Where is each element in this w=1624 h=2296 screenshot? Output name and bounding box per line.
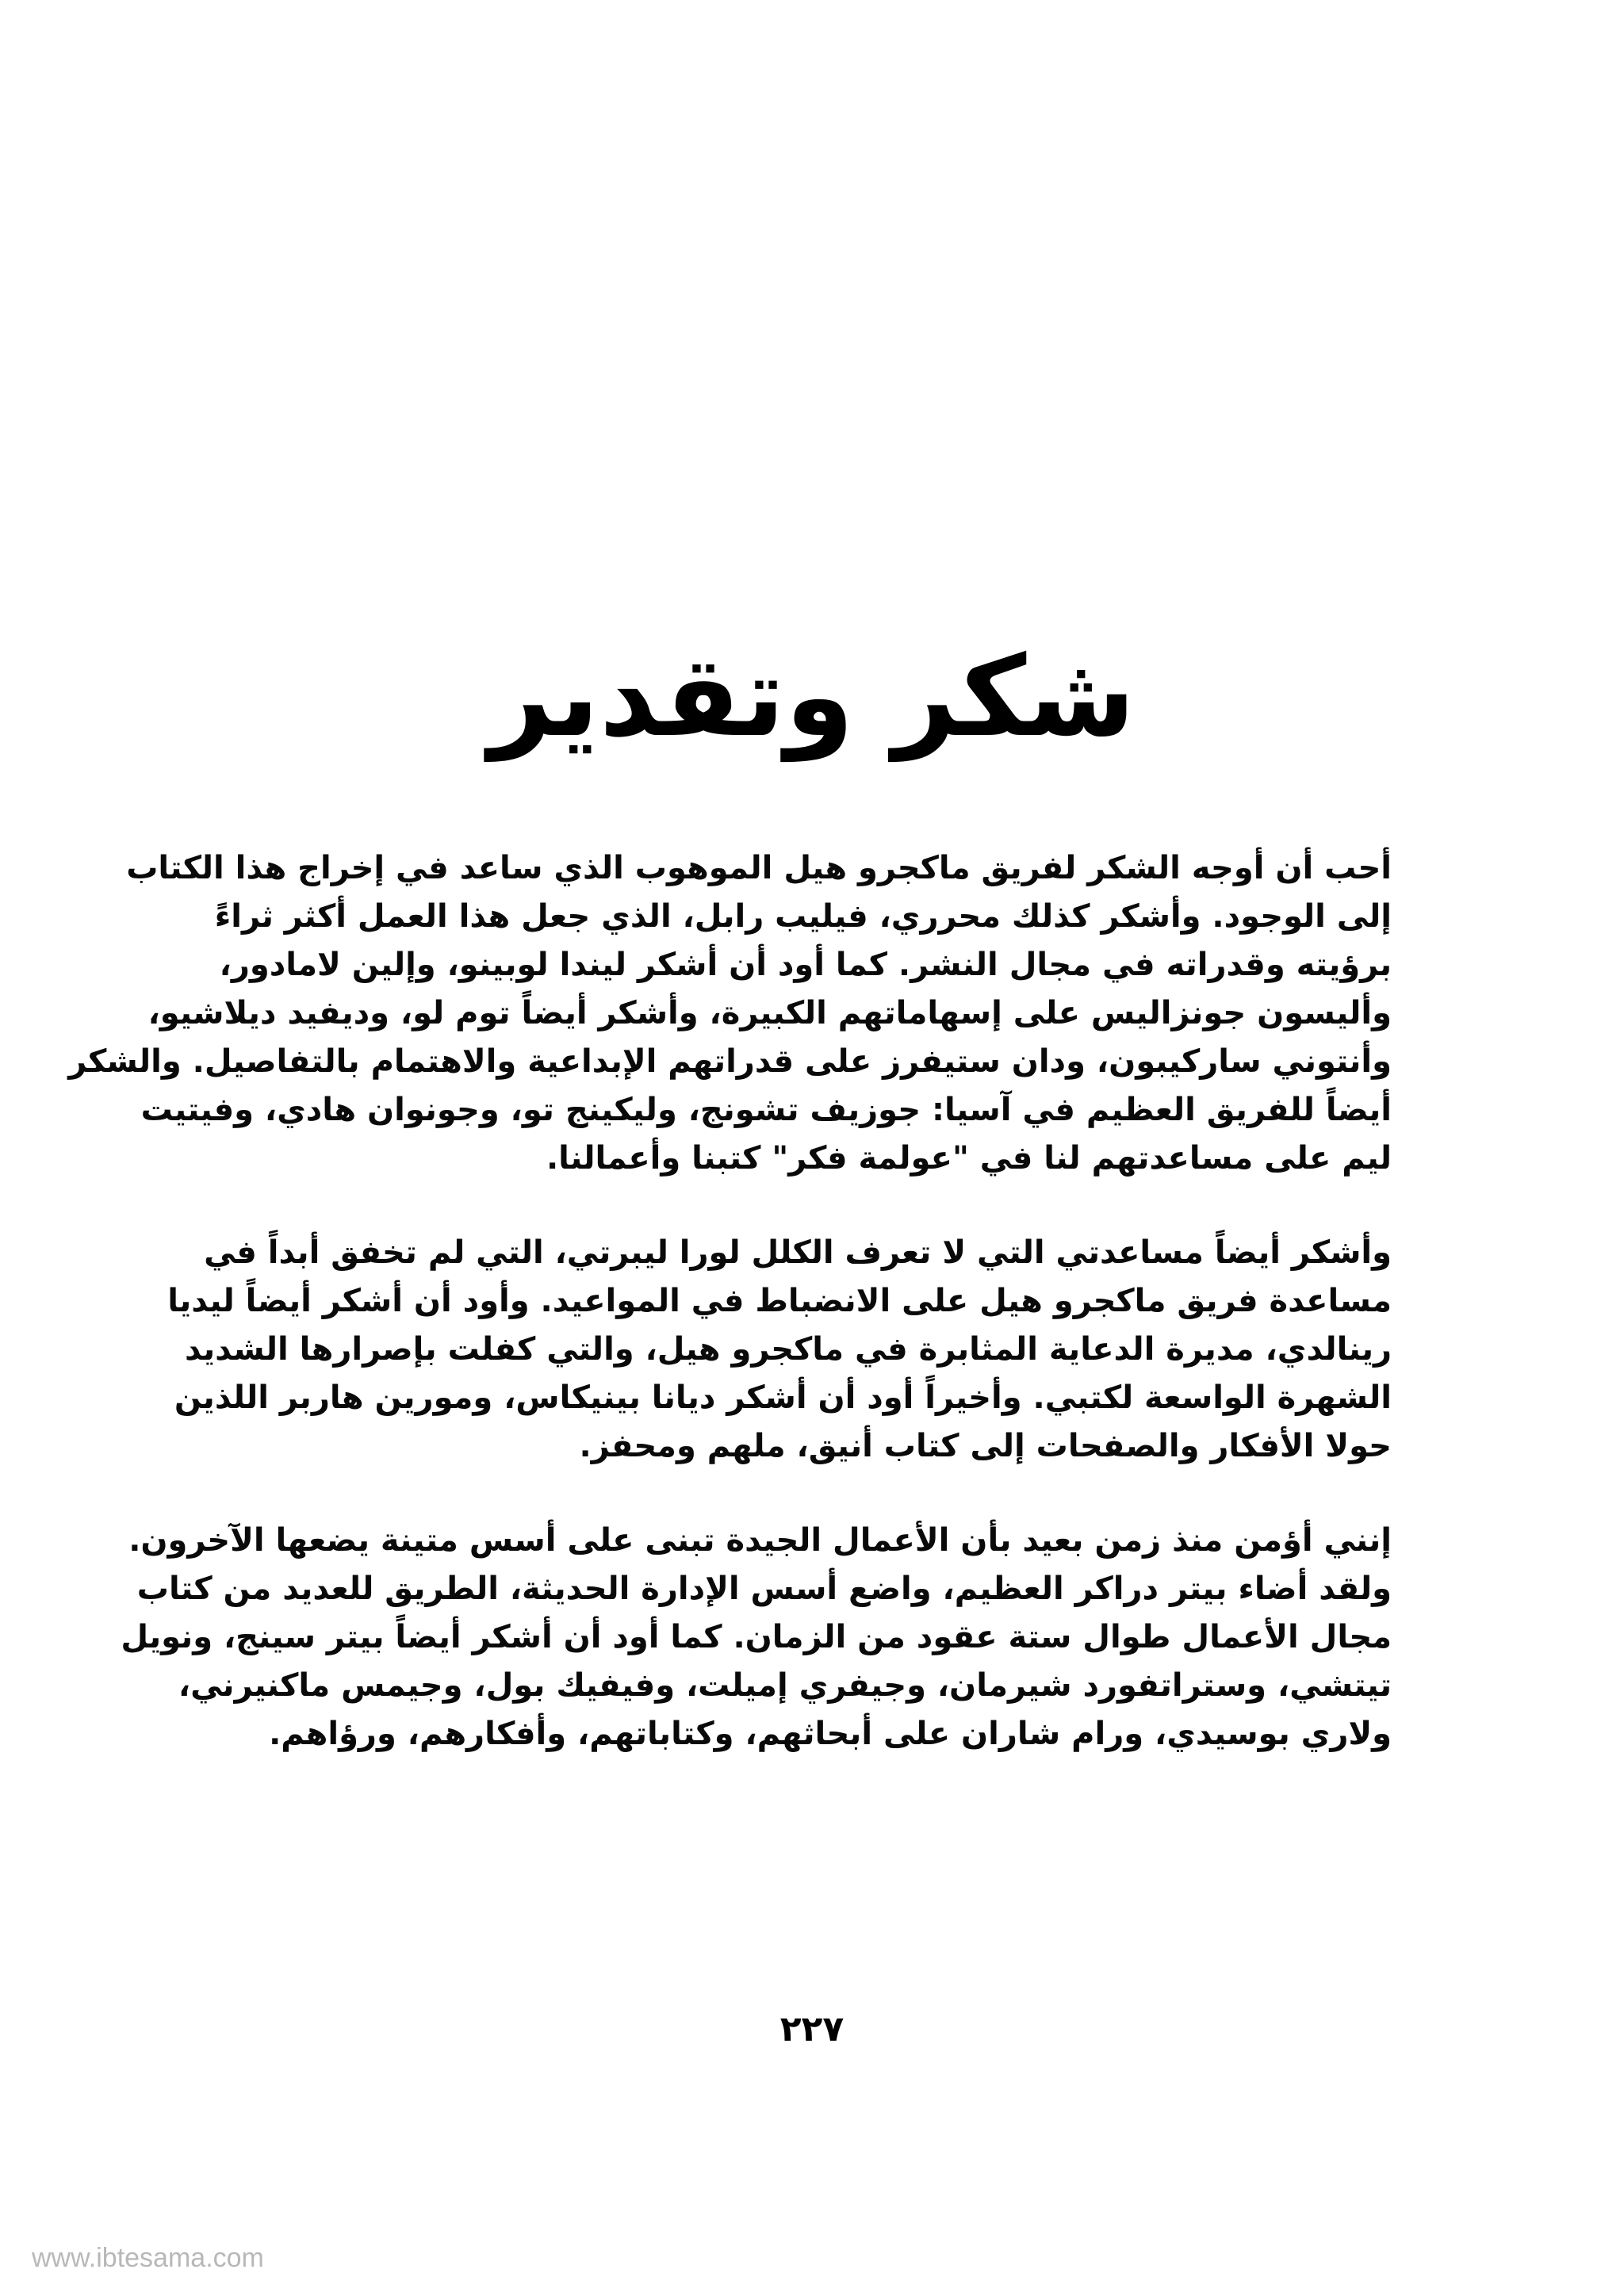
text-line: رينالدي، مديرة الدعاية المثابرة في ماكجرو هيل، والتي كفلت بإصرارها الشديد (185, 1331, 1392, 1368)
text-line: وأليسون جونزاليس على إسهاماتهم الكبيرة، وأشكر أيضاً توم لو، وديفيد ديلاشيو، (147, 995, 1392, 1031)
watermark-url: www.ibtesama.com (32, 2243, 264, 2273)
paragraph-1 (68, 844, 1392, 1183)
text-line: أيضاً للفريق العظيم في آسيا: جوزيف تشونج، وليكينج تو، وجونوان هادي، وفيتيت (140, 1092, 1392, 1128)
text-line: الشهرة الواسعة لكتبي. وأخيراً أود أن أشكر ديانا بينيكاس، ومورين هاربر اللذين (174, 1380, 1392, 1416)
text-line: حولا الأفكار والصفحات إلى كتاب أنيق، ملهم ومحفز. (579, 1428, 1392, 1464)
body-text (68, 844, 1392, 1758)
paragraph-3 (121, 1517, 1392, 1758)
text-line: وأنتوني ساركيبون، ودان ستيفرز على قدراتهم الإبداعية والاهتمام بالتفاصيل. والشكر (68, 1043, 1392, 1080)
text-line: إنني أؤمن منذ زمن بعيد بأن الأعمال الجيدة تبنى على أسس متينة يضعها الآخرون. (128, 1522, 1392, 1559)
text-line: مساعدة فريق ماكجرو هيل على الانضباط في المواعيد. وأود أن أشكر أيضاً ليديا (167, 1283, 1392, 1319)
text-line: مجال الأعمال طوال ستة عقود من الزمان. كما أود أن أشكر أيضاً بيتر سينج، ونويل (121, 1619, 1392, 1655)
text-line: برؤيته وقدراته في مجال النشر. كما أود أن أشكر ليندا لوبينو، وإلين لامادور، (219, 947, 1392, 983)
text-line: وأشكر أيضاً مساعدتي التي لا تعرف الكلل لورا ليبرتي، التي لم تخفق أبداً في (204, 1234, 1392, 1271)
text-line: ولاري بوسيدي، ورام شاران على أبحاثهم، وكتاباتهم، وأفكارهم، ورؤاهم. (269, 1716, 1392, 1752)
text-line: أحب أن أوجه الشكر لفريق ماكجرو هيل الموهوب الذي ساعد في إخراج هذا الكتاب (126, 850, 1392, 886)
text-line: تيتشي، وستراتفورد شيرمان، وجيفري إميلت، وفيفيك بول، وجيمس ماكنيرني، (178, 1667, 1392, 1704)
page-title: شكر وتقدير (488, 633, 1136, 762)
text-line: ولقد أضاء بيتر دراكر العظيم، واضع أسس الإدارة الحديثة، الطريق للعديد من كتاب (136, 1571, 1392, 1607)
text-line: ليم على مساعدتهم لنا في "عولمة فكر" كتبنا وأعمالنا. (546, 1140, 1392, 1177)
text-line: إلى الوجود. وأشكر كذلك محرري، فيليب رابل، الذي جعل هذا العمل أكثر ثراءً (214, 898, 1392, 935)
page-number: ٢٢٧ (779, 2009, 845, 2049)
paragraph-2 (167, 1229, 1392, 1471)
